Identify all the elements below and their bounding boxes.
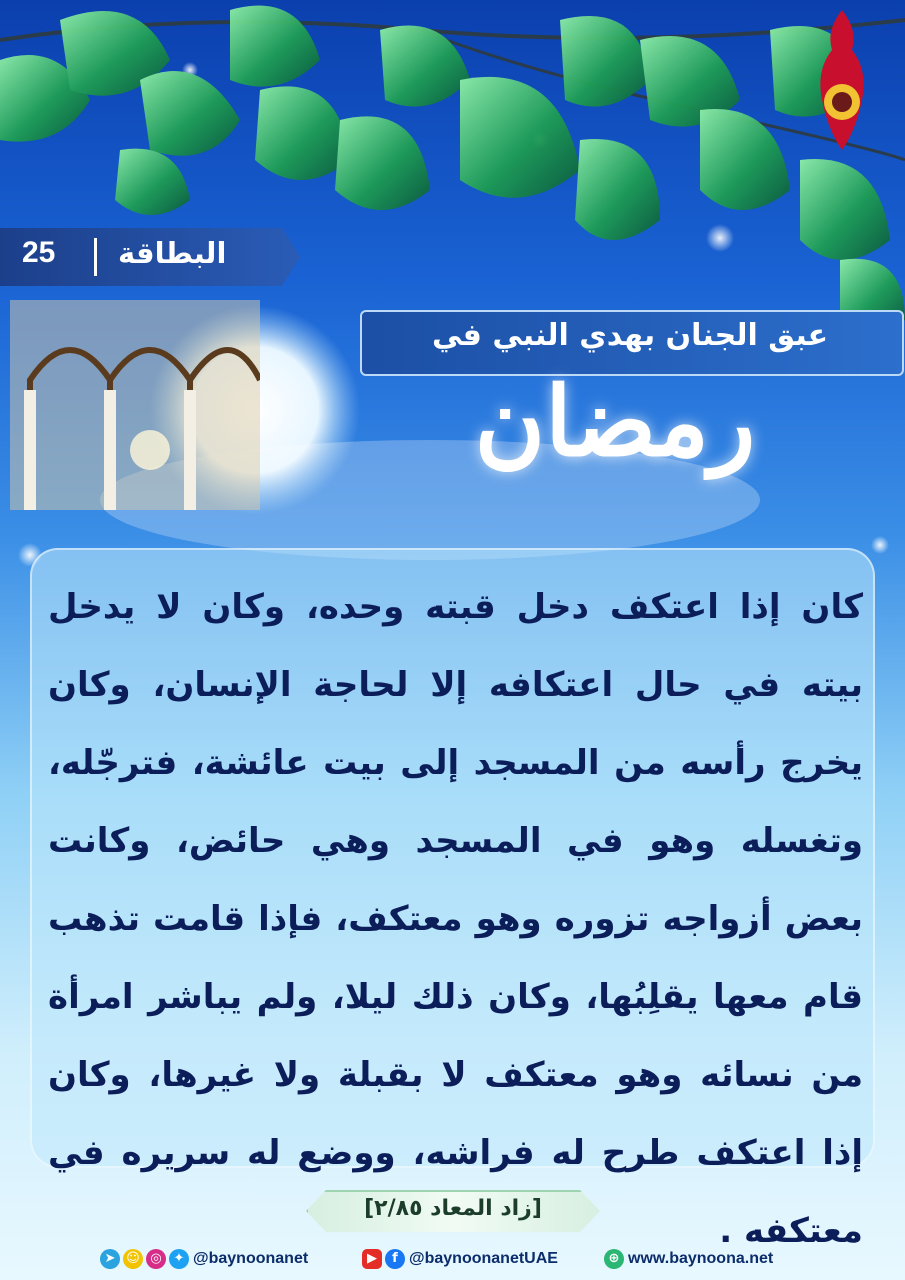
twitter-icon[interactable]: ✦	[169, 1249, 189, 1269]
uae-handle[interactable]: @baynoonanetUAE	[409, 1250, 558, 1267]
footer-web-group[interactable]	[604, 1248, 773, 1270]
website-link[interactable]: www.baynoona.net	[628, 1250, 774, 1267]
ramadan-calligraphy: رمضان	[474, 365, 756, 478]
card-number: 25	[22, 236, 56, 269]
youtube-icon[interactable]: ▶	[362, 1249, 382, 1269]
facebook-icon[interactable]: f	[385, 1249, 405, 1269]
mosque-interior-image	[10, 300, 260, 510]
telegram-icon[interactable]: ➤	[100, 1249, 120, 1269]
snapchat-icon[interactable]: ☺	[123, 1249, 143, 1269]
baynoona-logo	[808, 10, 876, 150]
footer-social-group[interactable]	[100, 1248, 308, 1270]
source-citation: [زاد المعاد ٢/٨٥]	[364, 1196, 542, 1221]
globe-icon[interactable]: ⊕	[604, 1249, 624, 1269]
instagram-icon[interactable]: ◎	[146, 1249, 166, 1269]
body-text: كان إذا اعتكف دخل قبته وحده، وكان لا يدخل بيته في حال اعتكافه إلا لحاجة الإنسان، وكان يخرج رأسه من المسجد إلى بيت عائشة، فترجّله، وتغسله وهو في المسجد وهي حائض، وكانت بعض أزواجه تزوره وهو معتكف، فإذا قامت تذهب قام معها يقلِبُها، وكان ذلك ليلا، ولم يباشر امرأة من نسائه وهو معتكف لا بقبلة ولا غيرها، وكان إذا اعتكف طرح له فراشه، ووضع له سريره في معتكفه .	[48, 587, 863, 1251]
card-label: البطاقة	[118, 236, 227, 270]
page-title: عبق الجنان بهدي النبي في	[431, 318, 829, 353]
badge-separator	[94, 238, 97, 276]
footer-uae-group[interactable]	[362, 1248, 558, 1270]
social-handle[interactable]: @baynoonanet	[193, 1250, 309, 1267]
